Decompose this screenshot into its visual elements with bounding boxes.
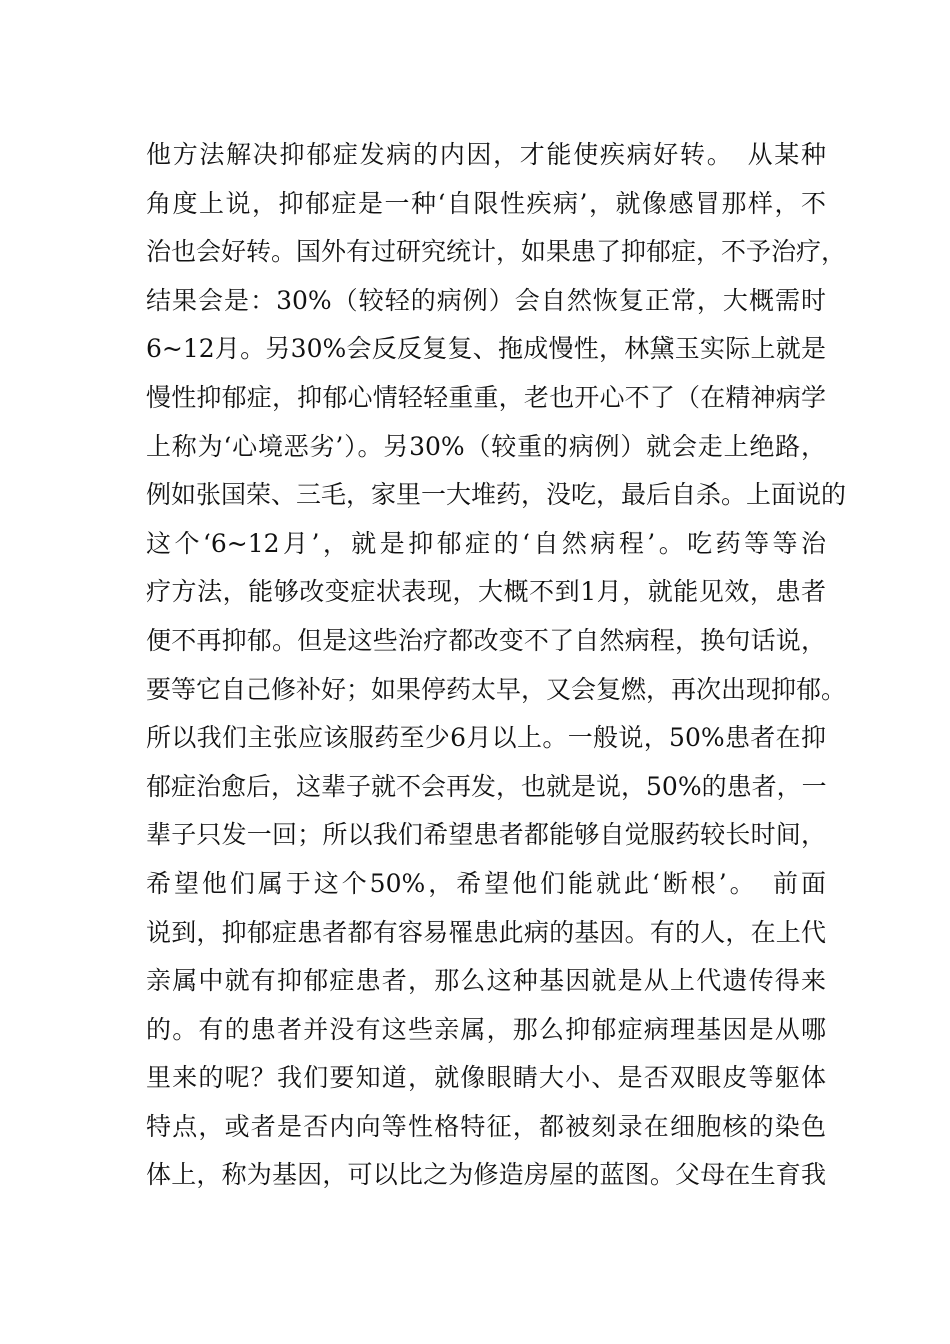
text-line-20: 里来的呢？我们要知道，就像眼睛大小、是否双眼皮等躯体 <box>146 1063 826 1093</box>
text-line-19: 的。有的患者并没有这些亲属，那么抑郁症病理基因是从哪 <box>146 1014 826 1044</box>
text-line-6: 慢性抑郁症，抑郁心情轻轻重重，老也开心不了（在精神病学 <box>146 382 826 412</box>
text-line-22: 体上，称为基因，可以比之为修造房屋的蓝图。父母在生育我 <box>146 1160 826 1190</box>
text-line-10: 疗方法，能够改变症状表现，大概不到1月，就能见效，患者 <box>146 577 826 607</box>
text-line-8: 例如张国荣、三毛，家里一大堆药，没吃，最后自杀。上面说的 <box>146 480 847 510</box>
text-line-15: 辈子只发一回；所以我们希望患者都能够自觉服药较长时间， <box>146 820 826 850</box>
text-line-5: 6~12月。另30%会反反复复、拖成慢性，林黛玉实际上就是 <box>146 334 826 364</box>
text-line-12: 要等它自己修补好；如果停药太早，又会复燃，再次出现抑郁。 <box>146 674 847 704</box>
text-line-2: 角度上说，抑郁症是一种‘自限性疾病’，就像感冒那样，不 <box>146 188 826 218</box>
text-line-16: 希望他们属于这个50%，希望他们能就此‘断根’。 前面 <box>146 868 826 898</box>
text-line-4: 结果会是：30%（较轻的病例）会自然恢复正常，大概需时 <box>146 285 826 315</box>
text-line-1: 他方法解决抑郁症发病的内因，才能使疾病好转。 从某种 <box>146 140 826 169</box>
text-line-7: 上称为‘心境恶劣’）。另30%（较重的病例）就会走上绝路， <box>146 431 826 461</box>
text-line-17: 说到，抑郁症患者都有容易罹患此病的基因。有的人，在上代 <box>146 917 826 947</box>
text-line-18: 亲属中就有抑郁症患者，那么这种基因就是从上代遗传得来 <box>146 966 826 996</box>
text-line-13: 所以我们主张应该服药至少6月以上。一般说，50%患者在抑 <box>146 723 826 753</box>
text-line-21: 特点，或者是否内向等性格特征，都被刻录在细胞核的染色 <box>146 1111 826 1141</box>
body-text <box>146 131 847 1200</box>
text-line-11: 便不再抑郁。但是这些治疗都改变不了自然病程，换句话说， <box>146 625 826 655</box>
text-line-3: 治也会好转。国外有过研究统计，如果患了抑郁症，不予治疗， <box>146 237 847 267</box>
text-line-9: 这个‘6~12月’，就是抑郁症的‘自然病程’。吃药等等治 <box>146 528 826 558</box>
text-line-14: 郁症治愈后，这辈子就不会再发，也就是说，50%的患者，一 <box>146 771 827 801</box>
